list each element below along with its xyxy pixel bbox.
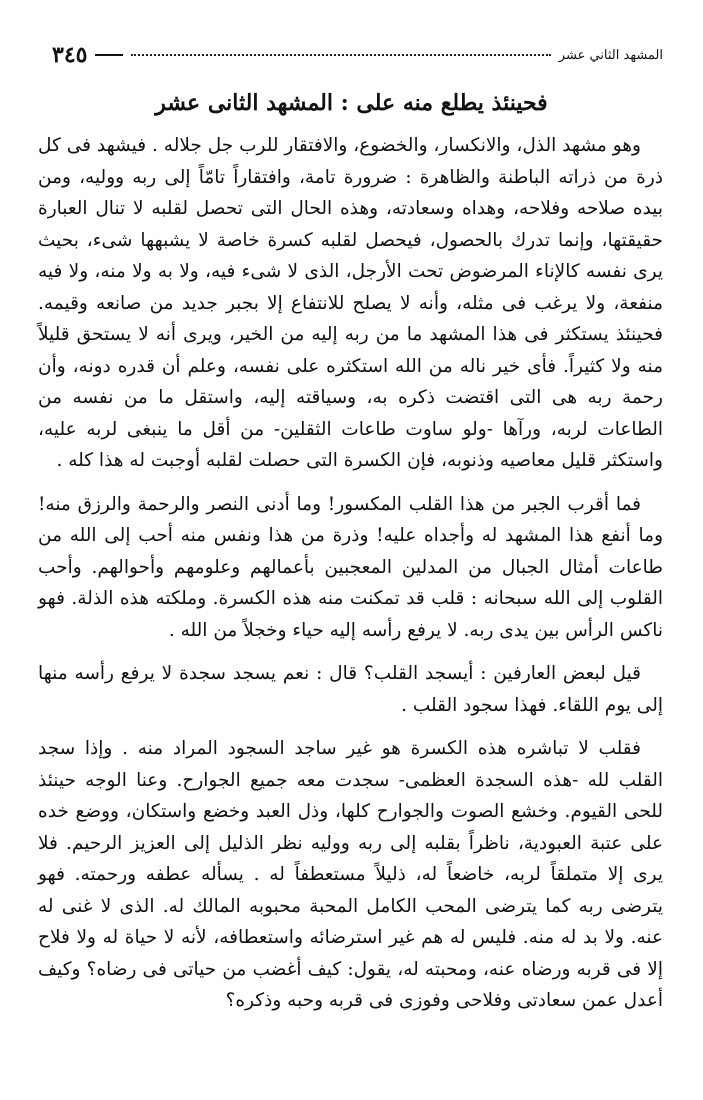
header-dash [95, 54, 123, 56]
paragraph: وهو مشهد الذل، والانكسار، والخضوع، والافتقار للرب جل جلاله . فيشهد فى كل ذرة من ذراته الباطنة والظاهرة : ضرورة تامة، وافتقاراً تامّاً إلى ربه ووليه، ومن بيده صلاحه وفلاحه، وهداه وسعادته، وهذه الحال التى تحصل لقلبه لا تنال العبارة حقيقتها، وإنما تدرك بالحصول، فيحصل لقلبه كسرة خاصة لا يشبهها شىء، بحيث يرى نفسه كالإناء المرضوض تحت الأرجل، الذى لا شىء فيه، ولا به ولا منه، ولا فيه منفعة، ولا يرغب فى مثله، وأنه لا يصلح للانتفاع إلا بجبر جديد من صانعه وقيمه. فحينئذ يستكثر فى هذا المشهد ما من ربه إليه من الخير، ويرى أنه لا يستحق قليلاً منه ولا كثيراً. فأى خير ناله من الله استكثره على نفسه، وعلم أن قدره دونه، وأن رحمة ربه هى التى اقتضت ذكره به، وسياقته إليه، واستقل ما من نفسه من الطاعات لربه، ورآها -ولو ساوت طاعات الثقلين- من أقل ما ينبغى لربه عليه، واستكثر قليل معاصيه وذنوبه، فإن الكسرة التى حصلت لقلبه أوجبت له هذا كله . [38, 135, 663, 471]
page-number [52, 42, 123, 68]
running-header [52, 42, 663, 68]
page-number-value: ٣٤٥ [52, 42, 88, 68]
running-chapter-title: المشهد الثاني عشر [558, 47, 663, 63]
paragraph: فقلب لا تباشره هذه الكسرة هو غير ساجد السجود المراد منه . وإذا سجد القلب لله -هذه السجدة العظمى- سجدت معه جميع الجوارح. وعنا الوجه حينئذ للحى القيوم. وخشع الصوت والجوارح كلها، وذل العبد وخضع واستكان، ووضع خده على عتبة العبودية، ناظراً بقلبه إلى ربه ووليه نظر الذليل إلى العزيز الرحيم. فلا يرى إلا متملقاً لربه، خاضعاً له، ذليلاً مستعطفاً له . يسأله عطفه ورحمته. فهو يترضى ربه كما يترضى المحب الكامل المحبة محبوبه المالك له. الذى لا غنى له عنه. ولا بد له منه. فليس له هم غير استرضائه واستعطافه، لأنه لا حياة له ولا فلاح إلا فى قربه ورضاه عنه، ومحبته له، يقول: كيف أغضب من حياتى فى رضاه؟ وكيف أعدل عمن سعادتى وفلاحى وفوزى فى قربه وحبه وذكره؟ [38, 738, 663, 1011]
section-title: فحينئذ يطلع منه على : المشهد الثانى عشر [155, 90, 548, 116]
paragraph: فما أقرب الجبر من هذا القلب المكسور! وما أدنى النصر والرحمة والرزق منه! وما أنفع هذا المشهد له وأجداه عليه! وذرة من هذا ونفس منه أحب إلى الله من طاعات أمثال الجبال من المدلين المعجبين بأعمالهم وعلومهم وأحوالهم. وأحب القلوب إلى الله سبحانه : قلب قد تمكنت منه هذه الكسرة. وملكته هذه الذلة. فهو ناكس الرأس بين يدى ربه. لا يرفع رأسه إليه حياء وخجلاً من الله . [38, 493, 663, 641]
header-dotted-rule [131, 54, 550, 56]
body-text [38, 130, 663, 1029]
paragraph: قيل لبعض العارفين : أيسجد القلب؟ قال : نعم يسجد سجدة لا يرفع رأسه منها إلى يوم اللقاء. فهذا سجود القلب . [38, 663, 663, 716]
